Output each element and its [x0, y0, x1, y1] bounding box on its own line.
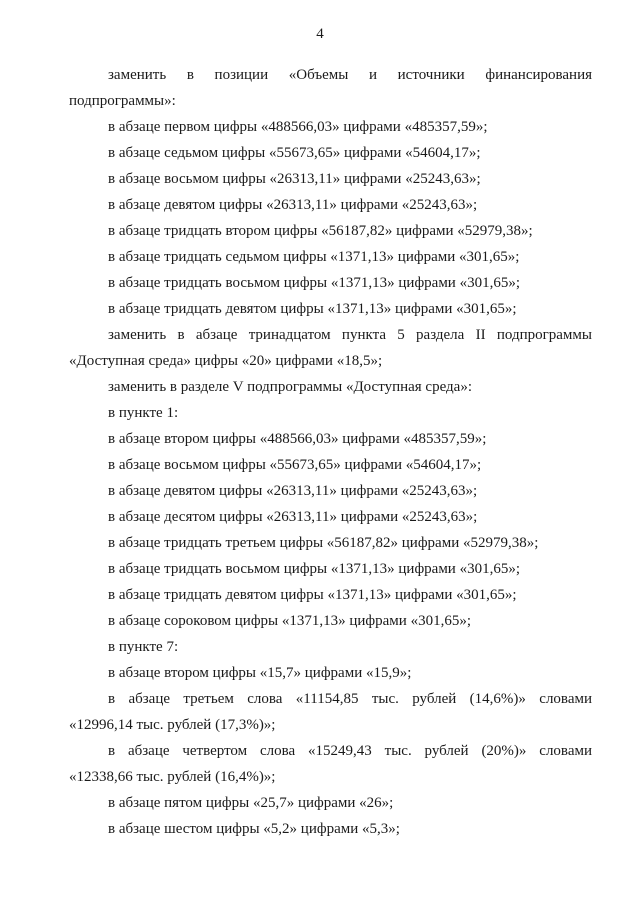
- paragraph: заменить в разделе V подпрограммы «Доступная среда»:: [108, 379, 473, 395]
- paragraph: в абзаце восьмом цифры «55673,65» цифрами «54604,17»;: [108, 457, 482, 473]
- paragraph: в абзаце втором цифры «488566,03» цифрами «485357,59»;: [108, 431, 487, 447]
- paragraph-financing-position: [69, 62, 592, 114]
- paragraph-line: «Доступная среда» цифры «20» цифрами «18,5»;: [69, 353, 383, 369]
- paragraph-line: заменить в позиции «Объемы и источники финансирования: [108, 67, 592, 83]
- paragraph: в абзаце девятом цифры «26313,11» цифрами «25243,63»;: [108, 197, 478, 213]
- paragraph: в абзаце тридцать третьем цифры «56187,82» цифрами «52979,38»;: [108, 535, 539, 551]
- paragraph-third-words: [69, 686, 592, 738]
- paragraph: в пункте 1:: [108, 405, 179, 421]
- paragraph: в абзаце тридцать седьмом цифры «1371,13» цифрами «301,65»;: [108, 249, 520, 265]
- paragraph-section-ii: [69, 322, 592, 374]
- paragraph: в абзаце тридцать девятом цифры «1371,13» цифрами «301,65»;: [108, 301, 517, 317]
- paragraph: в абзаце девятом цифры «26313,11» цифрами «25243,63»;: [108, 483, 478, 499]
- paragraph: в абзаце втором цифры «15,7» цифрами «15,9»;: [108, 665, 412, 681]
- paragraph: в абзаце тридцать восьмом цифры «1371,13» цифрами «301,65»;: [108, 561, 521, 577]
- paragraph: в абзаце тридцать втором цифры «56187,82» цифрами «52979,38»;: [108, 223, 533, 239]
- paragraph: в пункте 7:: [108, 639, 179, 655]
- paragraph: в абзаце десятом цифры «26313,11» цифрами «25243,63»;: [108, 509, 478, 525]
- paragraph: в абзаце первом цифры «488566,03» цифрами «485357,59»;: [108, 119, 488, 135]
- paragraph-line: подпрограммы»:: [69, 93, 176, 109]
- paragraph-line: «12338,66 тыс. рублей (16,4%)»;: [69, 769, 276, 785]
- paragraph-fourth-words: [69, 738, 592, 790]
- paragraph: в абзаце сороковом цифры «1371,13» цифрами «301,65»;: [108, 613, 471, 629]
- paragraph: в абзаце тридцать восьмом цифры «1371,13» цифрами «301,65»;: [108, 275, 521, 291]
- page-number: 4: [316, 26, 324, 42]
- paragraph: в абзаце восьмом цифры «26313,11» цифрами «25243,63»;: [108, 171, 481, 187]
- paragraph-line: в абзаце третьем слова «11154,85 тыс. рублей (14,6%)» словами: [108, 691, 592, 707]
- paragraph: в абзаце шестом цифры «5,2» цифрами «5,3»;: [108, 821, 400, 837]
- paragraph-line: заменить в абзаце тринадцатом пункта 5 раздела II подпрограммы: [108, 327, 592, 343]
- paragraph-line: «12996,14 тыс. рублей (17,3%)»;: [69, 717, 276, 733]
- paragraph-line: в абзаце четвертом слова «15249,43 тыс. рублей (20%)» словами: [108, 743, 592, 759]
- document-body: [69, 62, 592, 842]
- paragraph: в абзаце пятом цифры «25,7» цифрами «26»;: [108, 795, 394, 811]
- paragraph: в абзаце седьмом цифры «55673,65» цифрами «54604,17»;: [108, 145, 481, 161]
- paragraph: в абзаце тридцать девятом цифры «1371,13» цифрами «301,65»;: [108, 587, 517, 603]
